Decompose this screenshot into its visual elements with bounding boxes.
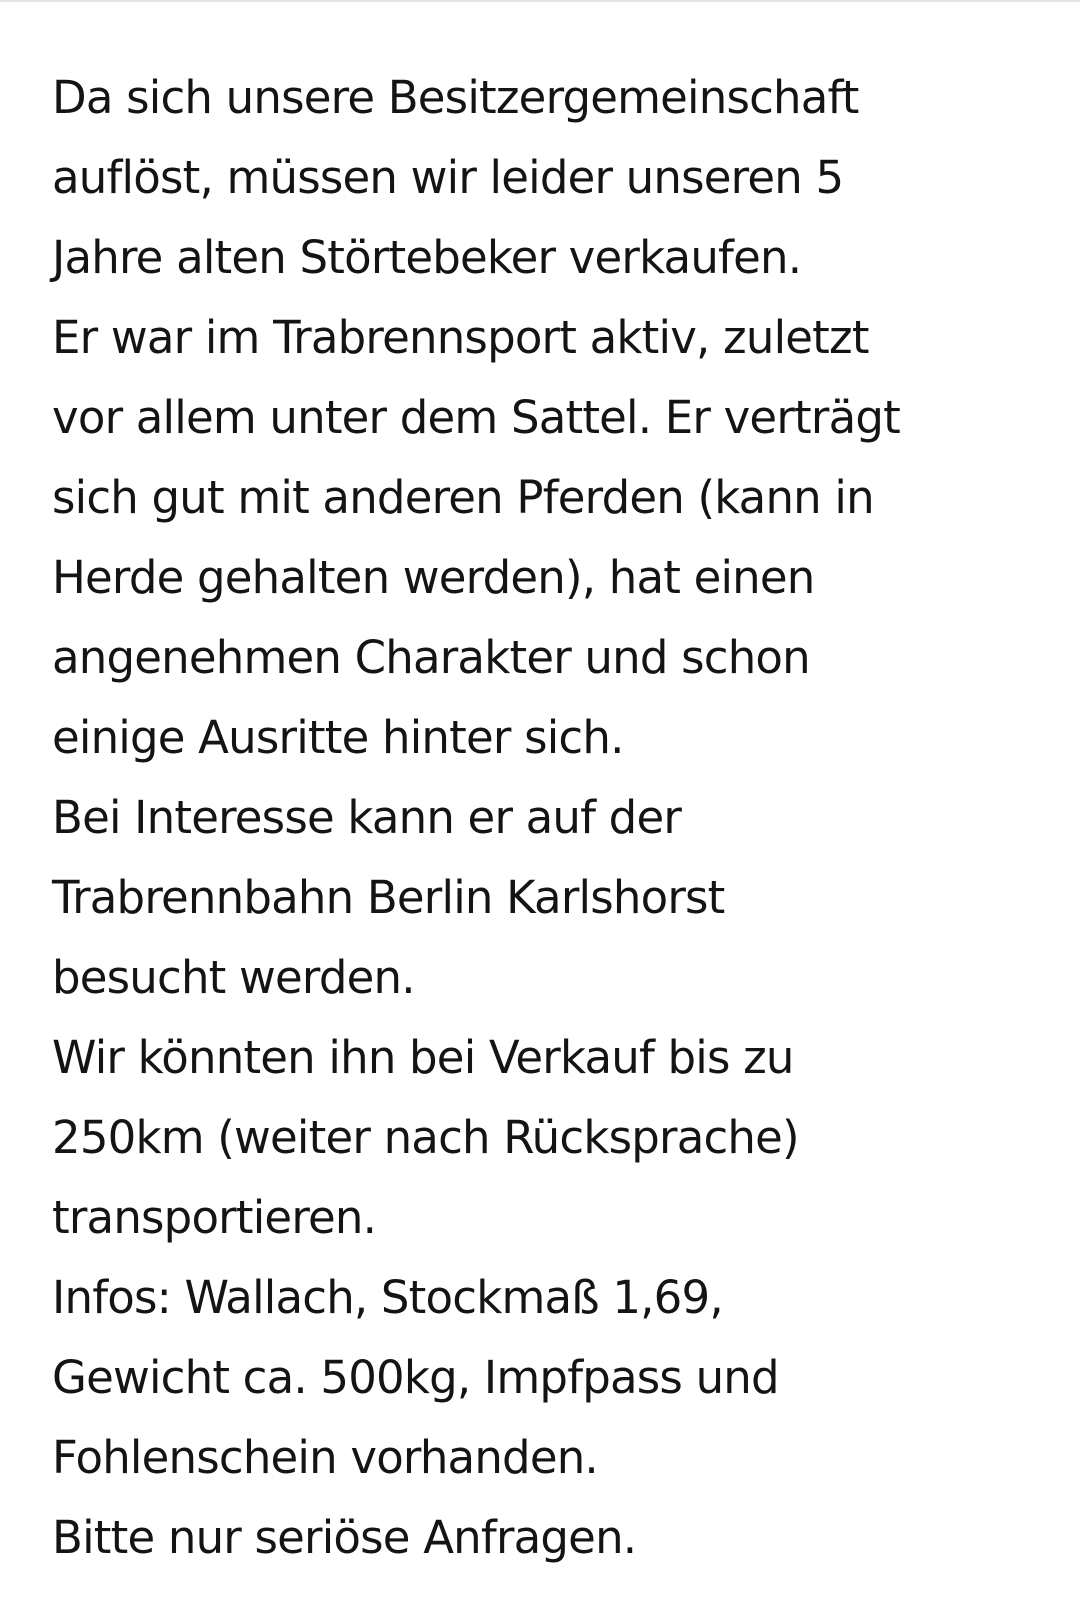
- description-line: besucht werden.: [52, 951, 415, 1004]
- description-line: Gewicht ca. 500kg, Impfpass und: [52, 1351, 779, 1404]
- top-divider: [0, 0, 1080, 2]
- description-line: Da sich unsere Besitzergemeinschaft: [52, 71, 859, 124]
- description-line: angenehmen Charakter und schon: [52, 631, 810, 684]
- description-line: Bei Interesse kann er auf der: [52, 791, 682, 844]
- description-line: Er war im Trabrennsport aktiv, zuletzt: [52, 311, 869, 364]
- listing-description: [52, 58, 1062, 1578]
- description-line: transportieren.: [52, 1191, 377, 1244]
- description-line: Trabrennbahn Berlin Karlshorst: [52, 871, 725, 924]
- description-line: auflöst, müssen wir leider unseren 5: [52, 151, 844, 204]
- description-line: Bitte nur seriöse Anfragen.: [52, 1511, 637, 1564]
- description-line: vor allem unter dem Sattel. Er verträgt: [52, 391, 900, 444]
- description-line: 250km (weiter nach Rücksprache): [52, 1111, 799, 1164]
- description-line: Fohlenschein vorhanden.: [52, 1431, 598, 1484]
- description-line: Infos: Wallach, Stockmaß 1,69,: [52, 1271, 723, 1324]
- description-line: Wir könnten ihn bei Verkauf bis zu: [52, 1031, 794, 1084]
- description-line: Herde gehalten werden), hat einen: [52, 551, 815, 604]
- description-line: sich gut mit anderen Pferden (kann in: [52, 471, 874, 524]
- description-line: Jahre alten Störtebeker verkaufen.: [52, 231, 802, 284]
- description-line: einige Ausritte hinter sich.: [52, 711, 624, 764]
